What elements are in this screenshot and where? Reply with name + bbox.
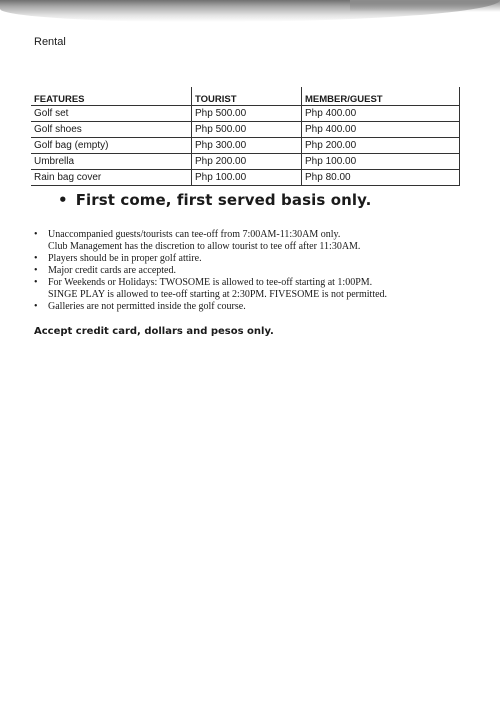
section-title: Rental [34,36,66,48]
cell-member-price: Php 80.00 [302,170,460,186]
table-row [31,170,460,186]
rule-line: Major credit cards are accepted. [48,265,176,276]
rule-line: Club Management has the discretion to allow tourist to tee off after 11:30AM. [48,241,361,252]
rule-line: Unaccompanied guests/tourists can tee-off from 7:00AM-11:30AM only. [48,229,341,240]
table-row [31,122,460,138]
bullet-icon: • [34,301,38,312]
bullet-icon: • [34,277,38,288]
rule-line: For Weekends or Holidays: TWOSOME is allowed to tee-off starting at 1:00PM. [48,277,373,288]
cell-member-price: Php 400.00 [302,122,460,138]
rule-line: Galleries are not permitted inside the golf course. [48,301,246,312]
cell-tourist-price: Php 500.00 [192,122,302,138]
accept-payment-note: Accept credit card, dollars and pesos only. [34,326,274,337]
bullet-icon: • [34,229,38,240]
table-row [31,138,460,154]
rental-table [31,87,460,186]
cell-member-price: Php 400.00 [302,106,460,122]
cell-tourist-price: Php 100.00 [192,170,302,186]
header-features: FEATURES [31,87,192,106]
header-member-guest: MEMBER/GUEST [302,87,460,106]
table-row [31,106,460,122]
cell-tourist-price: Php 300.00 [192,138,302,154]
cell-feature: Golf bag (empty) [31,138,192,154]
cell-member-price: Php 200.00 [302,138,460,154]
bullet-icon: • [58,191,68,209]
first-come-text: First come, first served basis only. [75,191,372,209]
list-item [34,277,474,301]
list-item [34,229,474,253]
list-item [34,265,474,277]
header-tourist: TOURIST [192,87,302,106]
cell-tourist-price: Php 200.00 [192,154,302,170]
cell-feature: Rain bag cover [31,170,192,186]
bullet-icon: • [34,265,38,276]
cell-member-price: Php 100.00 [302,154,460,170]
cell-feature: Golf set [31,106,192,122]
bullet-icon: • [34,253,38,264]
rules-list [34,229,474,313]
rule-line: SINGE PLAY is allowed to tee-off starting at 2:30PM. FIVESOME is not permitted. [48,289,388,300]
first-come-note [58,191,371,209]
cell-feature: Umbrella [31,154,192,170]
list-item [34,301,474,313]
cell-tourist-price: Php 500.00 [192,106,302,122]
rule-line: Players should be in proper golf attire. [48,253,202,264]
table-header-row [31,87,460,106]
list-item [34,253,474,265]
scan-shadow-right [350,0,500,12]
cell-feature: Golf shoes [31,122,192,138]
table-row [31,154,460,170]
